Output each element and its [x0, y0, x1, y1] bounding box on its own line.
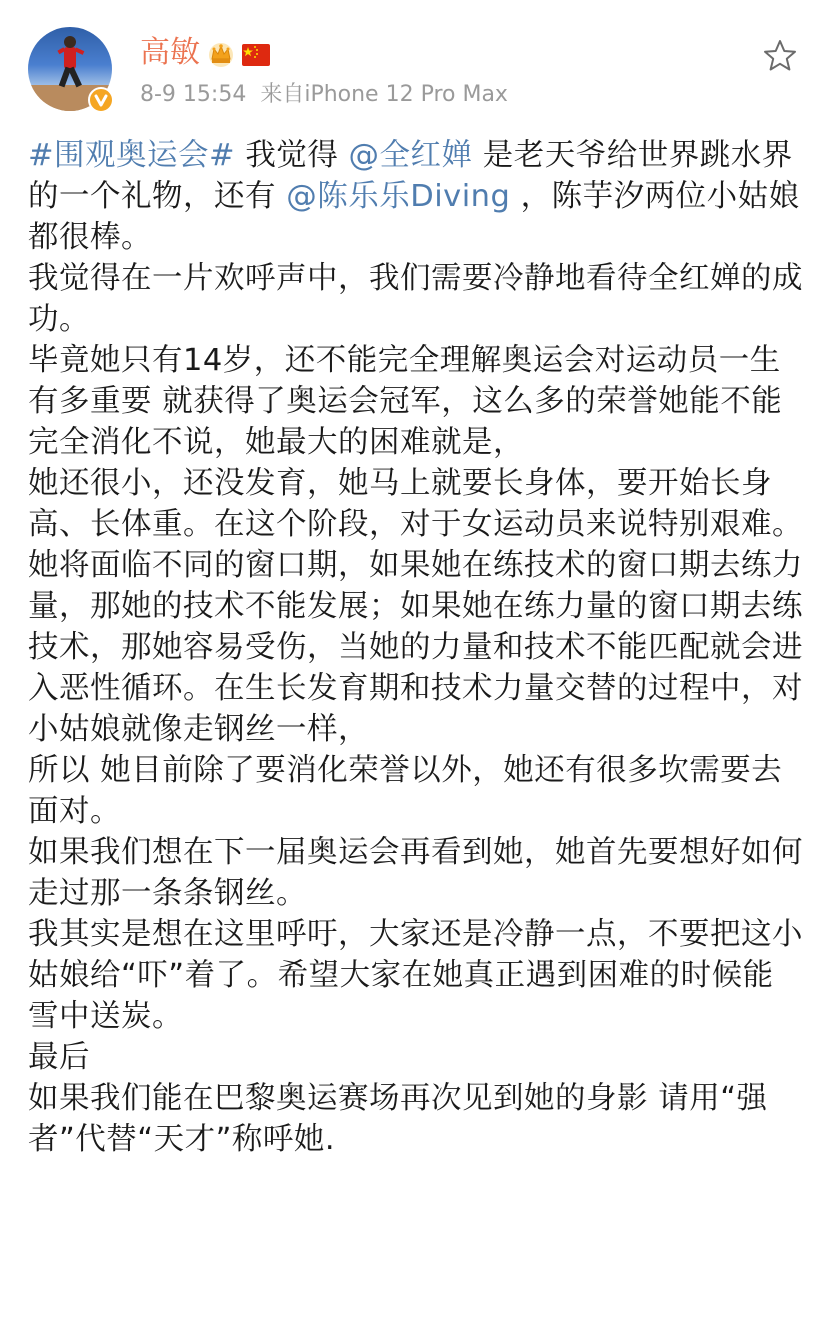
username[interactable]: 高敏	[140, 35, 200, 70]
crown-badge-icon[interactable]	[206, 39, 236, 69]
post-meta	[140, 80, 508, 110]
paragraph-1-text-b: 是老天爷给世界跳水界的一个礼物，还有	[28, 138, 793, 214]
mention-link-2[interactable]: @陈乐乐Diving	[286, 179, 511, 214]
paragraph-10: 如果我们能在巴黎奥运赛场再次见到她的身影 请用“强者”代替“天才”称呼她.	[28, 1081, 768, 1157]
paragraph-5: 她将面临不同的窗口期，如果她在练技术的窗口期去练力量，那她的技术不能发展；如果她在练力量的窗口期去练技术，那她容易受伤，当她的力量和技术不能匹配就会进入恶性循环。在生长发育期和技术力量交替的过程中，对小姑娘就像走钢丝一样，	[28, 548, 803, 747]
post-source[interactable]: 来自iPhone 12 Pro Max	[260, 82, 508, 107]
paragraph-3: 毕竟她只有14岁，还不能完全理解奥运会对运动员一生有多重要 就获得了奥运会冠军，这么多的荣誉她能不能完全消化不说，她最大的困难就是，	[28, 343, 783, 460]
paragraph-1-text-a: 我觉得	[235, 138, 349, 173]
paragraph-6: 所以 她目前除了要消化荣誉以外，她还有很多坎需要去面对。	[28, 753, 783, 829]
paragraph-9: 最后	[28, 1040, 90, 1075]
paragraph-7: 如果我们想在下一届奥运会再看到她，她首先要想好如何走过那一条条钢丝。	[28, 835, 803, 911]
paragraph-8: 我其实是想在这里呼吁，大家还是冷静一点，不要把这小姑娘给“吓”着了。希望大家在她真正遇到困难的时候能雪中送炭。	[28, 917, 803, 1034]
post-header	[0, 0, 828, 120]
paragraph-1-text-c: ，陈芋汐两位小姑娘都很棒。	[28, 179, 800, 255]
verified-badge-icon	[88, 87, 114, 113]
post-date: 8-9 15:54	[140, 82, 247, 107]
star-icon[interactable]	[762, 38, 798, 74]
mention-link-1[interactable]: @全红婵	[348, 138, 473, 173]
paragraph-1	[28, 135, 803, 258]
paragraph-2: 我觉得在一片欢呼声中，我们需要冷静地看待全红婵的成功。	[28, 261, 803, 337]
post-body	[28, 135, 803, 1160]
paragraph-4: 她还很小，还没发育，她马上就要长身体，要开始长身高、长体重。在这个阶段，对于女运动员来说特别艰难。	[28, 466, 803, 542]
china-flag-icon	[242, 44, 270, 66]
user-badges	[206, 39, 270, 69]
avatar[interactable]	[28, 27, 112, 111]
topic-link[interactable]: #围观奥运会#	[28, 138, 236, 173]
